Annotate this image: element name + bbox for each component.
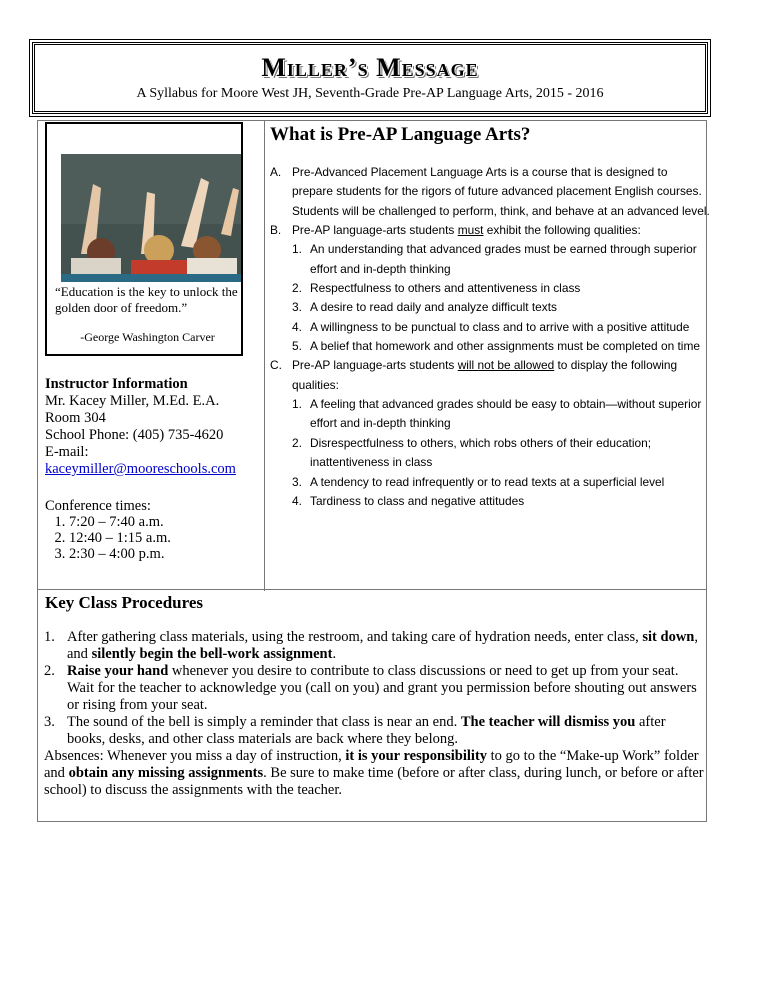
preap-heading: What is Pre-AP Language Arts? [270, 124, 531, 145]
conference-time: 3. 2:30 – 4:00 p.m. [69, 546, 265, 562]
conference-times [45, 498, 265, 562]
list-item: 2. Raise your hand whenever you desire to contribute to class discussions or need to get up from your seat. Wait for the teacher to acknowledge you (call on you) and grant you permission before shouting out answers or rising from your seat. [44, 663, 697, 713]
procedures-heading: Key Class Procedures [45, 593, 204, 612]
quote-author: -George Washington Carver [80, 330, 215, 344]
instructor-name: Mr. Kacey Miller, M.Ed. E.A. [45, 393, 220, 409]
list-item: 4. Tardiness to class and negative attitudes [292, 493, 525, 508]
conference-time: 1. 7:20 – 7:40 a.m. [69, 514, 265, 530]
list-item: A. Pre-Advanced Placement Language Arts is a course that is designed to prepare students for the rigors of future advanced placement English courses. Students will be challenged to perform, think, and behave at an advanced level. [270, 165, 710, 218]
absences-paragraph: Absences: Whenever you miss a day of instruction, it is your responsibility to go to the “Make-up Work” folder and obtain any missing assignments. Be sure to make time (before or after class, during lunch, or before or after school) to discuss the assignments with the teacher. [44, 748, 704, 798]
list-item: 1. A feeling that advanced grades should be easy to obtain—without superior effort and in-depth thinking [292, 397, 702, 431]
list-item: 3. A desire to read daily and analyze difficult texts [292, 300, 557, 315]
list-item: 1. After gathering class materials, using the restroom, and taking care of hydration needs, enter class, sit down, and silently begin the bell-work assignment. [44, 629, 698, 662]
instructor-room: Room 304 [45, 410, 106, 426]
conference-label: Conference times: [45, 498, 151, 514]
quote-text: “Education is the key to unlock the golden door of freedom.” [55, 284, 238, 315]
conference-time: 2. 12:40 – 1:15 a.m. [69, 530, 265, 546]
procedures-body [44, 629, 704, 799]
list-item: 2. Respectfulness to others and attentiveness in class [292, 281, 581, 296]
instructor-info [45, 376, 265, 478]
list-item: C. Pre-AP language-arts students will not be allowed to display the following qualities: [270, 358, 678, 392]
email-label: E-mail: [45, 444, 89, 460]
list-item: 3. The sound of the bell is simply a reminder that class is near an end. The teacher will dismiss you after books, desks, and other class materials are back where they belong. [44, 714, 666, 747]
list-item: B. Pre-AP language-arts students must exhibit the following qualities: [270, 223, 641, 238]
list-item: 2. Disrespectfulness to others, which robs others of their education; inattentiveness in class [292, 435, 652, 470]
preap-list [270, 163, 710, 511]
classroom-photo [61, 154, 241, 282]
list-item: 4. A willingness to be punctual to class and to arrive with a positive attitude [292, 319, 690, 334]
instructor-phone: School Phone: (405) 735-4620 [45, 427, 224, 443]
page-subtitle: A Syllabus for Moore West JH, Seventh-Grade Pre-AP Language Arts, 2015 - 2016 [136, 86, 604, 101]
photo-box [45, 122, 243, 356]
list-item: 5. A belief that homework and other assignments must be completed on time [292, 339, 700, 354]
header-box [32, 42, 708, 114]
list-item: 3. A tendency to read infrequently or to read texts at a superficial level [292, 474, 665, 489]
email-link[interactable]: kaceymiller@mooreschools.com [45, 461, 236, 477]
list-item: 1. An understanding that advanced grades must be earned through superior effort and in-depth thinking [292, 242, 697, 276]
instructor-heading: Instructor Information [45, 376, 188, 392]
page-title: Miller’s Message [261, 53, 479, 82]
